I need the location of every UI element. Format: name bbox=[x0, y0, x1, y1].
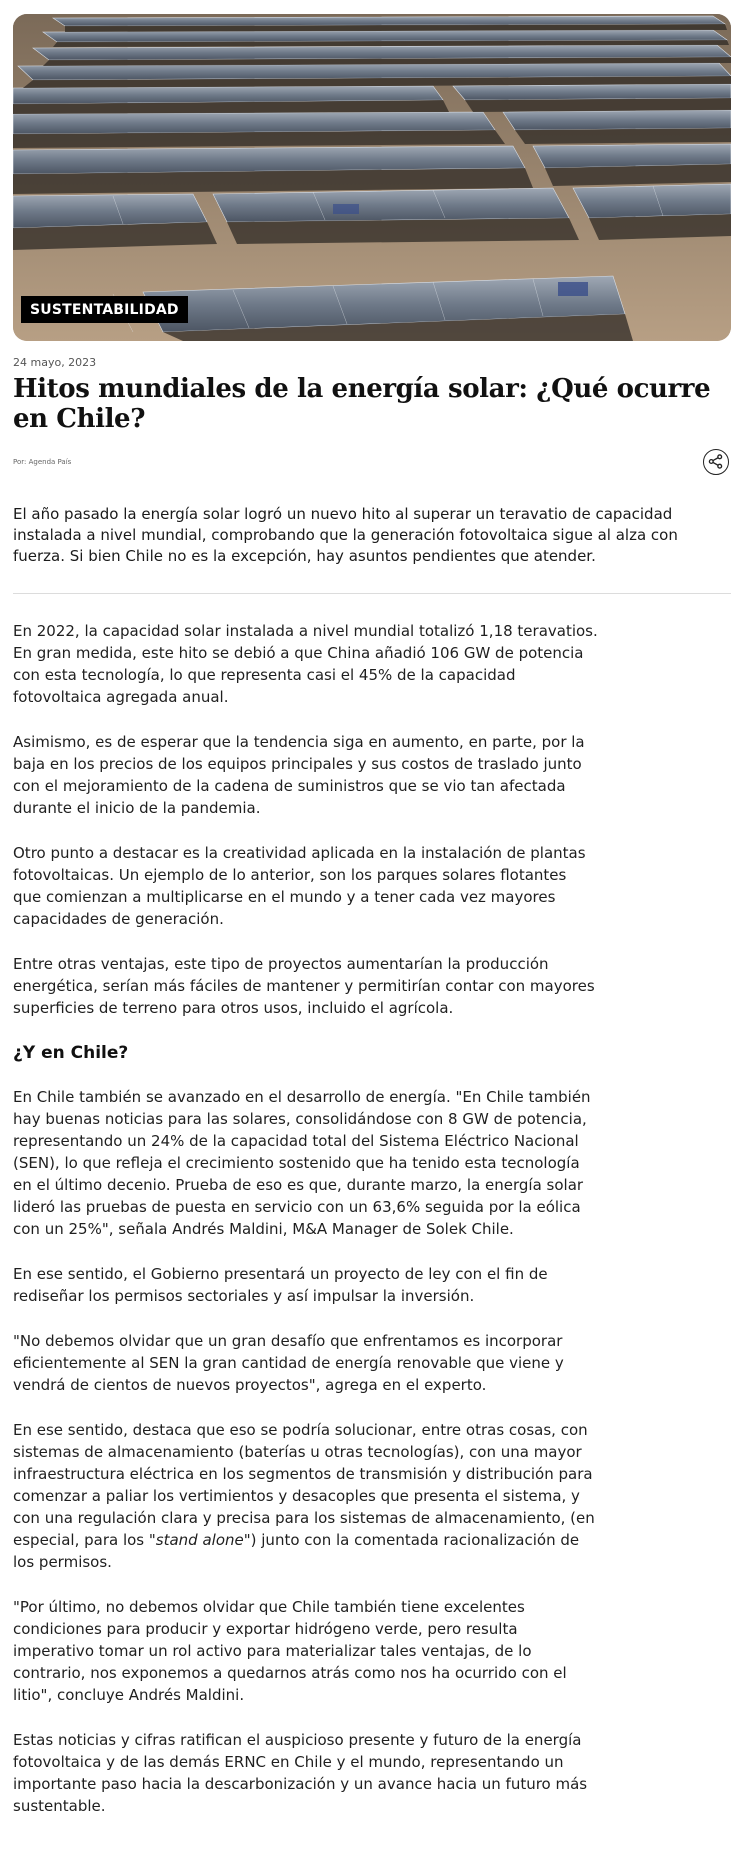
hero-image bbox=[13, 14, 731, 341]
paragraph: En Chile también se avanzado en el desarrollo de energía. "En Chile también hay buenas noticias para las solares, consolidándose con 8 GW de potencia, representando un 24% de la capacidad total del Sistema Eléctrico Nacional (SEN), lo que refleja el crecimiento sostenido que ha tenido esta tecnología en el último decenio. Prueba de eso es que, durante marzo, la energía solar lideró las pruebas de puesta en servicio con un 63,6% seguida por la eólica con un 25%", señala Andrés Maldini, M&A Manager de Solek Chile. bbox=[13, 1088, 591, 1238]
article-title: Hitos mundiales de la energía solar: ¿Qué ocurre en Chile? bbox=[13, 374, 711, 434]
divider bbox=[13, 593, 731, 594]
paragraph: Entre otras ventajas, este tipo de proyectos aumentarían la producción energética, serían más fáciles de mantener y permitirían contar con mayores superficies de terreno para otros usos, incluido el agrícola. bbox=[13, 955, 595, 1017]
paragraph: En 2022, la capacidad solar instalada a nivel mundial totalizó 1,18 teravatios. En gran medida, este hito se debió a que China añadió 106 GW de potencia con esta tecnología, lo que representa casi el 45% de la capacidad fotovoltaica agregada anual. bbox=[13, 622, 598, 706]
paragraph: Estas noticias y cifras ratifican el auspicioso presente y futuro de la energía fotovoltaica y de las demás ERNC en Chile y el mundo, representando un importante paso hacia la descarbonización y un avance hacia un futuro más sustentable. bbox=[13, 1731, 588, 1815]
paragraph-text: En ese sentido, destaca que eso se podría solucionar, entre otras cosas, con sistemas de almacenamiento (baterías u otras tecnologías), con una mayor infraestructura eléctrica en los segmentos de transmisión y distribución para comenzar a paliar los vertimientos y desacoples que presenta el sistema, y con una regulación clara y precisa para los sistemas de almacenamiento, (en especial, para los " bbox=[13, 1421, 595, 1549]
author-byline[interactable]: Por: Agenda País bbox=[13, 458, 72, 466]
share-icon bbox=[708, 454, 723, 469]
emphasis-text: stand alone bbox=[155, 1531, 244, 1549]
publish-date: 24 mayo, 2023 bbox=[13, 356, 97, 369]
share-button[interactable] bbox=[703, 449, 729, 475]
paragraph: "No debemos olvidar que un gran desafío que enfrentamos es incorporar eficientemente al SEN la gran cantidad de energía renovable que viene y vendrá de cientos de nuevos proyectos", agrega en el experto. bbox=[13, 1332, 564, 1394]
category-badge[interactable]: SUSTENTABILIDAD bbox=[21, 296, 188, 323]
paragraph bbox=[13, 1419, 598, 1573]
article-body bbox=[13, 620, 598, 1840]
paragraph: En ese sentido, el Gobierno presentará un proyecto de ley con el fin de rediseñar los permisos sectoriales y así impulsar la inversión. bbox=[13, 1265, 548, 1305]
paragraph: "Por último, no debemos olvidar que Chile también tiene excelentes condiciones para producir y exportar hidrógeno verde, pero resulta imperativo tomar un rol activo para materializar tales ventajas, de lo contrario, nos exponemos a quedarnos atrás como nos ha ocurrido con el litio", concluye Andrés Maldini. bbox=[13, 1598, 567, 1704]
solar-field-illustration bbox=[13, 14, 731, 341]
paragraph: Otro punto a destacar es la creatividad aplicada en la instalación de plantas fotovoltaicas. Un ejemplo de lo anterior, son los parques solares flotantes que comienzan a multiplicarse en el mundo y a tener cada vez mayores capacidades de generación. bbox=[13, 844, 586, 928]
article-lead: El año pasado la energía solar logró un nuevo hito al superar un teravatio de capacidad instalada a nivel mundial, comprobando que la generación fotovoltaica sigue al alza con fuerza. Si bien Chile no es la excepción, hay asuntos pendientes que atender. bbox=[13, 505, 678, 565]
section-heading: ¿Y en Chile? bbox=[13, 1043, 129, 1063]
paragraph-text: ") junto con la comentada racionalización de los permisos. bbox=[13, 1531, 580, 1571]
paragraph: Asimismo, es de esperar que la tendencia siga en aumento, en parte, por la baja en los precios de los equipos principales y sus costos de traslado junto con el mejoramiento de la cadena de suministros que se vio tan afectada durante el inicio de la pandemia. bbox=[13, 733, 585, 817]
